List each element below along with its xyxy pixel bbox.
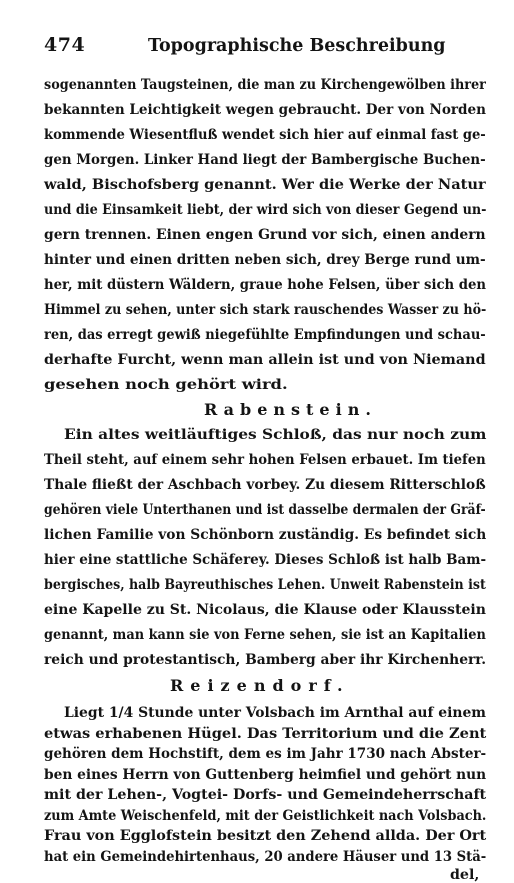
- text-line: genannt, man kann sie von Ferne sehen, sie ist an Kapitalien: [44, 627, 486, 643]
- text-line: kommende Wiesentfluß wendet sich hier auf einmal fast ge-: [44, 127, 486, 143]
- text-line: Frau von Egglofstein besitzt den Zehend allda. Der Ort: [44, 828, 487, 844]
- text-line: hier eine stattliche Schäferey. Dieses Schloß ist halb Bam-: [44, 552, 487, 568]
- text-line: zum Amte Weischenfeld, mit der Geistlichkeit nach Volsbach.: [44, 807, 487, 824]
- text-line: hat ein Gemeindehirtenhaus, 20 andere Häuser und 13 Stä-: [44, 848, 487, 865]
- page-header: [44, 34, 484, 60]
- text-line: gehören viele Unterthanen und ist dasselbe dermalen der Gräf-: [44, 502, 486, 518]
- page-number: 474: [44, 34, 86, 56]
- text-line: und die Einsamkeit liebt, der wird sich von dieser Gegend un-: [44, 202, 487, 218]
- text-line: etwas erhabenen Hügel. Das Territorium und die Zent: [44, 725, 487, 742]
- text-line: gen Morgen. Linker Hand liegt der Bambergische Buchen-: [44, 152, 486, 168]
- text-line: hinter und einen dritten neben sich, drey Berge rund um-: [44, 252, 486, 268]
- text-line: her, mit düstern Wäldern, graue hohe Felsen, über sich den: [44, 277, 487, 293]
- running-head: Topographische Beschreibung: [148, 36, 446, 56]
- text-line: wald, Bischofsberg genannt. Wer die Werke der Natur: [44, 177, 486, 193]
- section-heading: Rabenstein.: [204, 400, 377, 419]
- text-line: Theil steht, auf einem sehr hohen Felsen erbauet. Im tiefen: [44, 452, 486, 468]
- text-line: ben eines Herrn von Guttenberg heimfiel und gehört nun: [44, 766, 487, 783]
- text-line: bergisches, halb Bayreuthisches Lehen. Unweit Rabenstein ist: [44, 577, 486, 593]
- text-line: Liegt 1/4 Stunde unter Volsbach im Arnthal auf einem: [64, 705, 487, 721]
- text-line: Himmel zu sehen, unter sich stark rauschendes Wasser zu hö-: [44, 302, 487, 318]
- text-line: Thale fließt der Aschbach vorbey. Zu diesem Ritterschloß: [44, 477, 486, 493]
- catchword: del,: [450, 867, 480, 883]
- text-line: bekannten Leichtigkeit wegen gebraucht. Der von Norden: [44, 102, 486, 118]
- text-line: gesehen noch gehört wird.: [44, 377, 288, 393]
- text-line: sogenannten Taugsteinen, die man zu Kirchengewölben ihrer: [44, 77, 486, 93]
- text-line: lichen Familie von Schönborn zuständig. Es befindet sich: [44, 527, 487, 543]
- text-line: gern trennen. Einen engen Grund vor sich, einen andern: [44, 227, 486, 243]
- text-line: mit der Lehen-, Vogtei- Dorfs- und Gemeindeherrschaft: [44, 787, 487, 803]
- text-line: Ein altes weitläuftiges Schloß, das nur noch zum: [64, 427, 487, 443]
- text-line: ren, das erregt gewiß niegefühlte Empfindungen und schau-: [44, 327, 486, 343]
- section-heading: Reizendorf.: [170, 676, 350, 695]
- text-line: eine Kapelle zu St. Nicolaus, die Klause oder Klausstein: [44, 602, 486, 618]
- text-line: gehören dem Hochstift, dem es im Jahr 1730 nach Abster-: [44, 746, 487, 762]
- text-line: reich und protestantisch, Bamberg aber ihr Kirchenherr.: [44, 652, 487, 668]
- text-line: derhafte Furcht, wenn man allein ist und von Niemand: [44, 352, 486, 368]
